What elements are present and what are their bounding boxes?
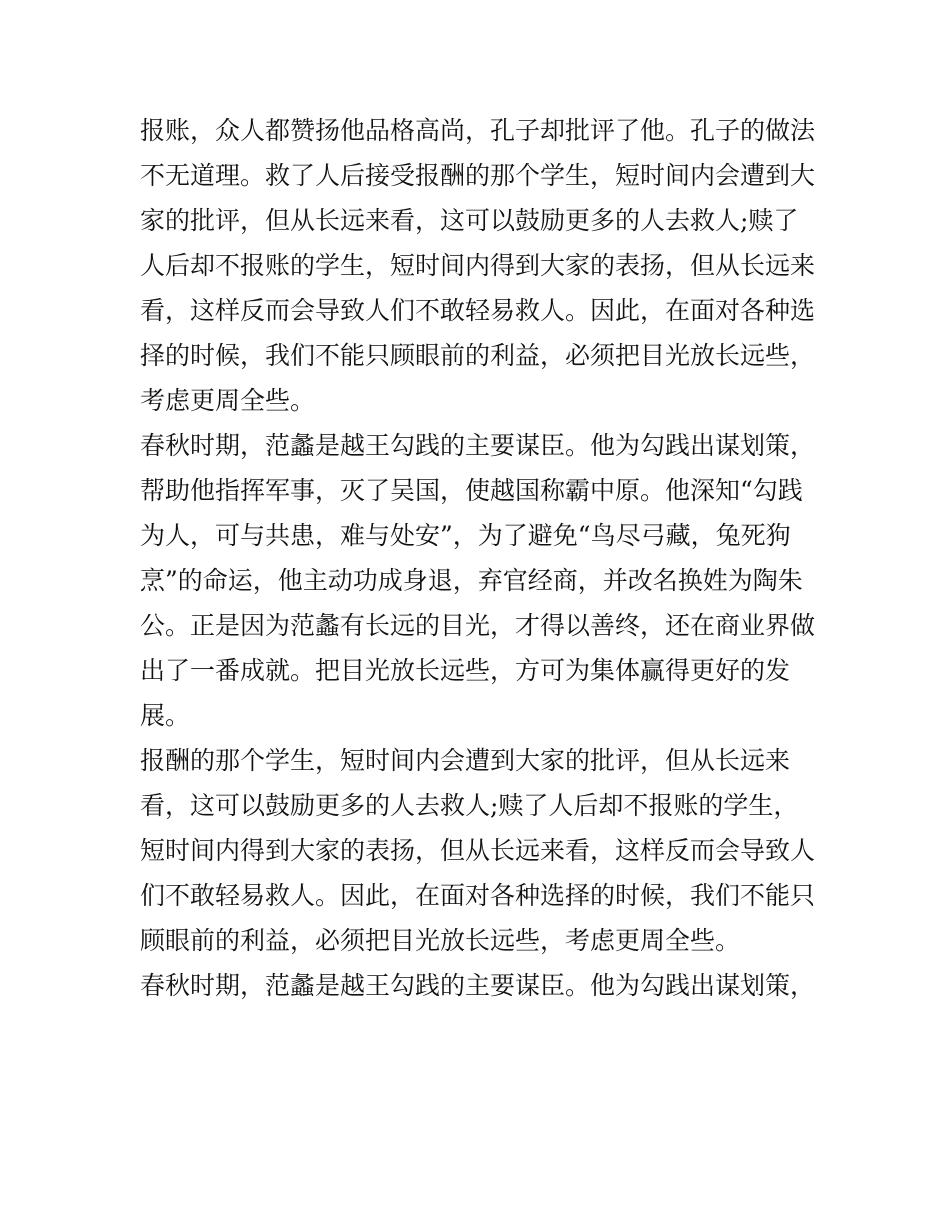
text-line-13: 出了一番成就。把目光放长远些，方可为集体赢得更好的发 (140, 656, 791, 685)
text-line-7: 考虑更周全些。 (140, 386, 316, 415)
body-text (140, 108, 830, 1008)
text-line-2: 不无道理。救了人后接受报酬的那个学生，短时间内会遭到大 (140, 161, 816, 190)
text-line-4: 人后却不报账的学生，短时间内得到大家的表扬，但从长远来 (140, 251, 816, 280)
text-line-18: 们不敢轻易救人。因此，在面对各种选择的时候，我们不能只 (140, 881, 816, 910)
text-line-17: 短时间内得到大家的表扬，但从长远来看，这样反而会导致人 (140, 836, 816, 865)
text-line-8: 春秋时期，范蠡是越王勾践的主要谋臣。他为勾践出谋划策， (140, 431, 816, 460)
text-line-10: 为人，可与共患，难与处安”，为了避免“鸟尽弓藏，兔死狗 (140, 521, 791, 550)
text-line-6: 择的时候，我们不能只顾眼前的利益，必须把目光放长远些， (140, 341, 816, 370)
text-line-16: 看，这可以鼓励更多的人去救人;赎了人后却不报账的学生， (140, 791, 799, 820)
text-line-11: 烹”的命运，他主动功成身退，弃官经商，并改名换姓为陶朱 (140, 566, 803, 595)
text-line-1: 报账，众人都赞扬他品格高尚，孔子却批评了他。孔子的做法 (140, 116, 816, 145)
text-line-15: 报酬的那个学生，短时间内会遭到大家的批评，但从长远来 (140, 746, 791, 775)
text-line-19: 顾眼前的利益，必须把目光放长远些，考虑更周全些。 (140, 926, 741, 955)
text-line-14: 展。 (140, 701, 191, 730)
text-line-5: 看，这样反而会导致人们不敢轻易救人。因此，在面对各种选 (140, 296, 816, 325)
text-line-3: 家的批评，但从长远来看，这可以鼓励更多的人去救人;赎了 (140, 206, 799, 235)
text-line-12: 公。正是因为范蠡有长远的目光，才得以善终，还在商业界做 (140, 611, 816, 640)
text-line-9: 帮助他指挥军事，灭了吴国，使越国称霸中原。他深知“勾践 (140, 476, 803, 505)
text-line-20: 春秋时期，范蠡是越王勾践的主要谋臣。他为勾践出谋划策， (140, 971, 816, 1000)
